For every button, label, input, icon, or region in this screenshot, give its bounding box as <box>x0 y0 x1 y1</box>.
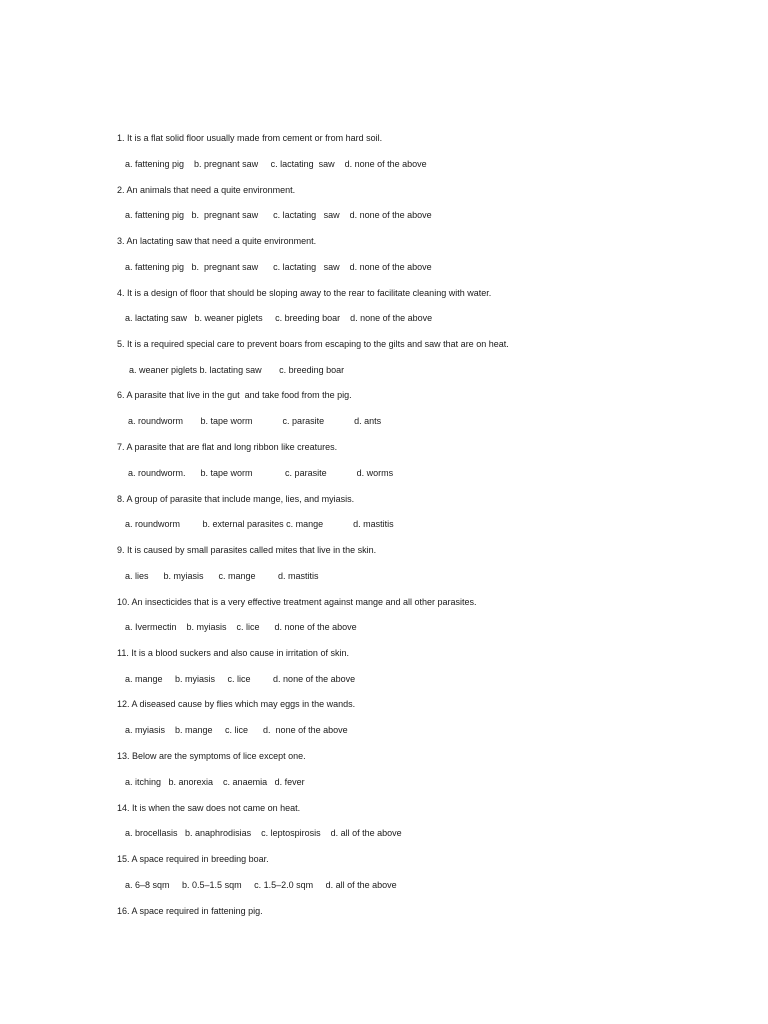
answer-options: a. lies b. myiasis c. mange d. mastitis <box>125 571 319 581</box>
answer-options: a. brocellasis b. anaphrodisias c. leptospirosis d. all of the above <box>125 828 402 838</box>
answer-options: a. roundworm b. tape worm c. parasite d. ants <box>128 416 382 426</box>
answer-options: a. mange b. myiasis c. lice d. none of the above <box>125 674 356 684</box>
question-text: 2. An animals that need a quite environment. <box>117 185 296 195</box>
answer-options: a. fattening pig b. pregnant saw c. lactating saw d. none of the above <box>125 210 432 220</box>
answer-options: a. roundworm b. external parasites c. mange d. mastitis <box>125 519 394 529</box>
question-text: 14. It is when the saw does not came on heat. <box>117 803 301 813</box>
answer-options: a. itching b. anorexia c. anaemia d. fever <box>125 777 305 787</box>
answer-options: a. weaner piglets b. lactating saw c. breeding boar <box>129 365 345 375</box>
question-text: 12. A diseased cause by flies which may eggs in the wands. <box>117 699 356 709</box>
question-text: 9. It is caused by small parasites called mites that live in the skin. <box>117 545 377 555</box>
question-text: 3. An lactating saw that need a quite environment. <box>117 236 317 246</box>
answer-options: a. fattening pig b. pregnant saw c. lactating saw d. none of the above <box>125 159 427 169</box>
question-text: 7. A parasite that are flat and long ribbon like creatures. <box>117 442 338 452</box>
question-text: 16. A space required in fattening pig. <box>117 906 263 916</box>
question-text: 10. An insecticides that is a very effective treatment against mange and all other parasites. <box>117 597 477 607</box>
answer-options: a. 6–8 sqm b. 0.5–1.5 sqm c. 1.5–2.0 sqm d. all of the above <box>125 880 397 890</box>
question-text: 11. It is a blood suckers and also cause in irritation of skin. <box>117 648 349 658</box>
answer-options: a. fattening pig b. pregnant saw c. lactating saw d. none of the above <box>125 262 432 272</box>
answer-options: a. lactating saw b. weaner piglets c. breeding boar d. none of the above <box>125 313 433 323</box>
question-text: 1. It is a flat solid floor usually made from cement or from hard soil. <box>117 133 383 143</box>
answer-options: a. Ivermectin b. myiasis c. lice d. none of the above <box>125 622 357 632</box>
question-text: 15. A space required in breeding boar. <box>117 854 269 864</box>
question-text: 5. It is a required special care to prevent boars from escaping to the gilts and saw that are on heat. <box>117 339 509 349</box>
question-text: 13. Below are the symptoms of lice except one. <box>117 751 306 761</box>
question-text: 6. A parasite that live in the gut and take food from the pig. <box>117 390 352 400</box>
answer-options: a. roundworm. b. tape worm c. parasite d. worms <box>128 468 394 478</box>
question-text: 8. A group of parasite that include mange, lies, and myiasis. <box>117 494 355 504</box>
question-text: 4. It is a design of floor that should be sloping away to the rear to facilitate cleaning with water. <box>117 288 492 298</box>
answer-options: a. myiasis b. mange c. lice d. none of the above <box>125 725 348 735</box>
